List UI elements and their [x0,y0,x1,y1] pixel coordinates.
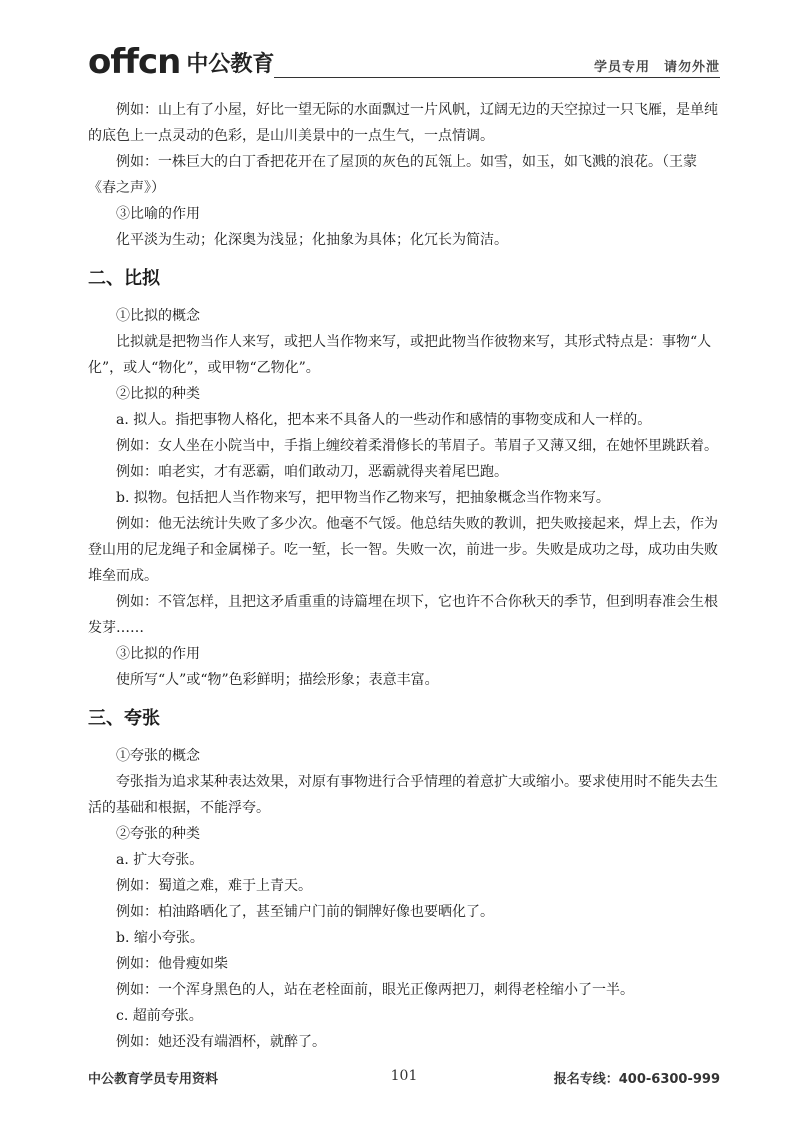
section-heading-biniti: 二、比拟 [88,268,160,289]
paragraph: 使所写“人”或“物”色彩鲜明；描绘形象；表意丰富。 [116,672,439,688]
page-footer [88,1068,720,1092]
page-header [88,40,720,84]
paragraph: 例如：一株巨大的白丁香把花开在了屋顶的灰色的瓦瓴上。如雪，如玉，如飞溅的浪花。（王蒙《春之声》） [88,154,697,196]
logo-latin: offcn [88,42,181,82]
paragraph: 例如：蜀道之难，难于上青天。 [116,878,312,894]
page-content [88,97,720,1055]
section-heading-kuazhang: 三、夸张 [88,708,160,729]
paragraph: 例如：山上有了小屋，好比一望无际的水面飘过一片风帆，辽阔无边的天空掠过一只飞雁，是单纯的底色上一点灵动的色彩，是山川美景中的一点生气，一点情调。 [88,102,718,144]
paragraph: ③比喻的作用 [116,206,200,222]
paragraph: b. 缩小夸张。 [116,930,204,946]
paragraph: ①比拟的概念 [116,308,200,324]
paragraph: 例如：他骨瘦如柴 [116,956,228,972]
paragraph: ③比拟的作用 [116,646,200,662]
paragraph: b. 拟物。包括把人当作物来写，把甲物当作乙物来写，把抽象概念当作物来写。 [116,490,610,506]
paragraph: 夸张指为追求某种表达效果，对原有事物进行合乎情理的着意扩大或缩小。要求使用时不能失去生活的基础和根据，不能浮夸。 [88,774,718,816]
offcn-logo [88,40,274,80]
paragraph: 例如：一个浑身黑色的人，站在老栓面前，眼光正像两把刀，刺得老栓缩小了一半。 [116,982,634,998]
paragraph: 例如：不管怎样，且把这矛盾重重的诗篇埋在坝下，它也许不合你秋天的季节，但到明春准会生根发芽…… [88,594,718,636]
footer-label: 中公教育学员专用资料 [88,1072,219,1087]
paragraph: a. 扩大夸张。 [116,852,204,868]
paragraph: 例如：他无法统计失败了多少次。他毫不气馁。他总结失败的教训，把失败接起来，焊上去，作为登山用的尼龙绳子和金属梯子。吃一堑，长一智。失败一次，前进一步。失败是成功之母，成功由失败堆垒而成。 [88,516,718,584]
paragraph: a. 拟人。指把事物人格化，把本来不具备人的一些动作和感情的事物变成和人一样的。 [116,412,652,428]
paragraph: ①夸张的概念 [116,748,200,764]
header-divider [274,77,720,78]
paragraph: 比拟就是把物当作人来写，或把人当作物来写，或把此物当作彼物来写，其形式特点是：事物“人化”，或人“物化”，或甲物“乙物化”。 [88,334,712,376]
logo-cn: 中公教育 [186,52,275,77]
paragraph: 化平淡为生动；化深奥为浅显；化抽象为具体；化冗长为简洁。 [116,232,508,248]
footer-hotline: 报名专线：400-6300-999 [553,1072,720,1087]
paragraph: 例如：她还没有端酒杯，就醉了。 [116,1034,326,1050]
paragraph: 例如：女人坐在小院当中，手指上缠绞着柔滑修长的苇眉子。苇眉子又薄又细，在她怀里跳跃着。 [116,438,718,454]
paragraph: 例如：咱老实，才有恶霸，咱们敢动刀，恶霸就得夹着尾巴跑。 [116,464,508,480]
header-notice: 学员专用 请勿外泄 [593,60,720,75]
paragraph: 例如：柏油路晒化了，甚至铺户门前的铜牌好像也要晒化了。 [116,904,494,920]
paragraph: ②夸张的种类 [116,826,200,842]
paragraph: c. 超前夸张。 [116,1008,203,1024]
paragraph: ②比拟的种类 [116,386,200,402]
page-number: 101 [390,1068,418,1084]
